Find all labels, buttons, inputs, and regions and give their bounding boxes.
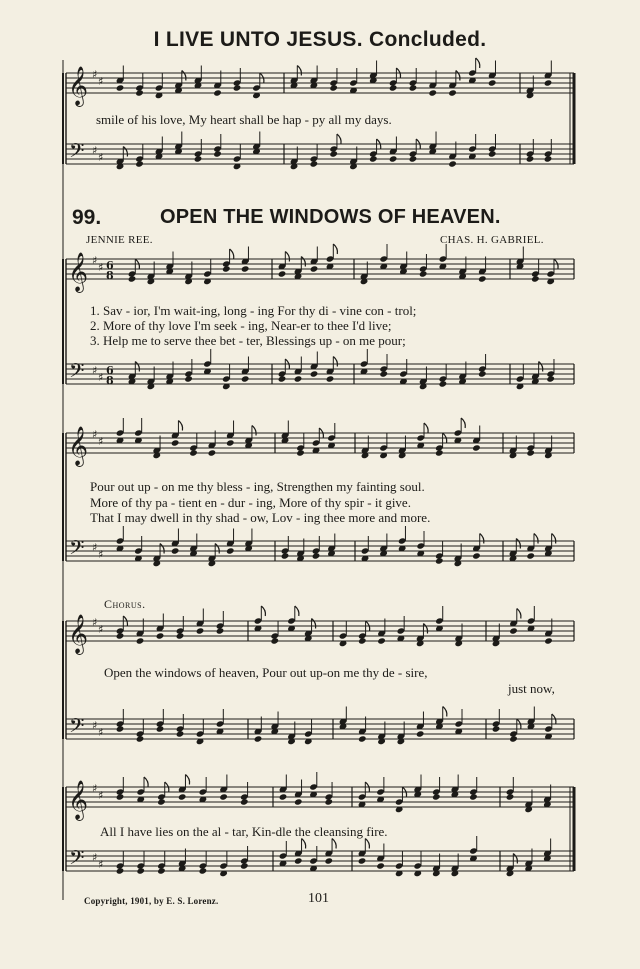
system-4-treble-flag [261, 606, 265, 616]
system-2-treble-notehead [310, 265, 319, 272]
system-1-treble-notehead [116, 84, 125, 91]
lyricist-credit: JENNIE REE. [86, 234, 153, 246]
system-1-key-sig: ♯ [92, 144, 98, 157]
system-5-bass-clef: 𝄢 [69, 846, 85, 874]
system-3-treble-notehead [208, 449, 217, 456]
system-1-bass-notehead [448, 160, 457, 167]
system-4-treble-clef: 𝄞 [68, 614, 89, 654]
system-4-bass-clef: 𝄢 [69, 714, 85, 742]
system-4-bass-notehead [416, 730, 425, 737]
system-2-treble-notehead [478, 275, 487, 282]
system-5-key-sig: ♯ [98, 789, 104, 802]
system-2-bass-notehead [294, 375, 303, 382]
system-2-bass-flag [539, 362, 543, 372]
system-2-bass-flag [135, 362, 139, 372]
system-3-key-sig: ♯ [92, 428, 98, 441]
system-5-treble-notehead [178, 793, 187, 800]
system-1-key-sig: ♯ [92, 68, 98, 81]
system-1-bass-notehead [389, 155, 398, 162]
system-3-key-sig: ♯ [98, 548, 104, 561]
system-4-treble-notehead [196, 627, 205, 634]
system-4-treble-notehead [136, 637, 145, 644]
system-5-key-sig: ♯ [92, 782, 98, 795]
system-4-key-sig: ♯ [92, 719, 98, 732]
lyric-line-s1: smile of his love, My heart shall be hap - py all my days. [96, 112, 392, 127]
system-4-treble-flag [312, 619, 316, 629]
system-2-bass-notehead [241, 375, 250, 382]
chorus-label: Chorus. [104, 597, 146, 611]
system-1-treble-flag [297, 66, 301, 76]
system-3-bass-notehead [171, 547, 180, 554]
system-2-bass-flag [333, 357, 337, 367]
system-3-bass-notehead [526, 552, 535, 559]
verse-2-line: 2. More of thy love I'm seek - ing, Near-er to thee I'd live; [90, 318, 392, 333]
system-1-treble-clef: 𝄞 [68, 66, 89, 106]
system-5-bass-notehead [376, 862, 385, 869]
system-3-bass-flag [552, 534, 556, 544]
verse-1-line: 1. Sav - ior, I'm wait-ing, long - ing For thy di - vine con - trol; [90, 303, 417, 318]
system-1-treble-notehead [544, 79, 553, 86]
system-1-treble-flag [476, 58, 480, 68]
system-3-treble-flag [252, 426, 256, 436]
system-3-bass-flag [516, 539, 520, 549]
hymn-number: 99. [72, 206, 102, 229]
system-2-key-sig: ♯ [92, 364, 98, 377]
system-1-bass-flag [337, 134, 341, 144]
verse-3-line: 3. Help me to serve thee bet - ter, Blessings up - on me pour; [90, 333, 406, 348]
system-2-key-sig: ♯ [98, 371, 104, 384]
system-5-treble-notehead [294, 798, 303, 805]
system-2-time-sig: 8 [106, 269, 114, 282]
system-1-key-sig: ♯ [98, 75, 104, 88]
system-5-treble-flag [144, 777, 148, 787]
system-2-key-sig: ♯ [92, 254, 98, 267]
verse-2-line-b: More of thy pa - tient en - dur - ing, More of thy spir - it give. [90, 495, 411, 510]
system-3-treble-notehead [226, 439, 235, 446]
system-5-key-sig: ♯ [98, 858, 104, 871]
system-4-treble-notehead [509, 627, 518, 634]
system-5-bass-notehead [324, 857, 333, 864]
system-2-treble-clef: 𝄞 [68, 252, 89, 292]
chorus-alt-lyric: just now, [508, 681, 555, 696]
system-3-treble-notehead [171, 439, 180, 446]
system-1-bass-clef: 𝄢 [69, 139, 85, 167]
system-2-bass-notehead [310, 370, 319, 377]
system-3-key-sig: ♯ [92, 541, 98, 554]
system-1-bass-flag [123, 147, 127, 157]
system-4-treble-flag [517, 609, 521, 619]
system-3-key-sig: ♯ [98, 435, 104, 448]
system-3-bass-notehead [226, 547, 235, 554]
verse-3-line-b: That I may dwell in thy shad - ow, Lov - ing thee more and more. [90, 510, 431, 525]
system-1-treble-flag [456, 71, 460, 81]
system-2-treble-flag [333, 244, 337, 254]
system-4-treble-notehead [544, 637, 553, 644]
system-3-treble-clef: 𝄞 [68, 426, 89, 466]
system-5-bass-flag [513, 854, 517, 864]
system-2-treble-notehead [278, 270, 287, 277]
system-3-treble-flag [424, 423, 428, 433]
system-4-bass-notehead [358, 735, 367, 742]
system-1-treble-notehead [488, 79, 497, 86]
system-2-time-sig: 6 [106, 259, 114, 272]
system-5-bass-flag [365, 839, 369, 849]
system-3-treble-flag [461, 418, 465, 428]
system-3-bass-flag [534, 534, 538, 544]
system-1-treble-notehead [448, 89, 457, 96]
system-5-bass-notehead [358, 857, 367, 864]
lyric-line-s5: All I have lies on the al - tar, Kin-dle the cleansing fire. [100, 824, 388, 839]
system-3-bass-flag [160, 544, 164, 554]
system-4-key-sig: ♯ [98, 623, 104, 636]
page-number: 101 [308, 891, 329, 906]
system-3-treble-notehead [472, 444, 481, 451]
system-5-bass-flag [302, 839, 306, 849]
system-2-bass-notehead [326, 375, 335, 382]
system-5-treble-clef: 𝄞 [68, 780, 89, 820]
system-1-treble-notehead [428, 89, 437, 96]
hymn-title: OPEN THE WINDOWS OF HEAVEN. [160, 206, 501, 228]
system-4-bass-notehead [254, 735, 263, 742]
system-5-treble-notehead [219, 793, 228, 800]
system-5-key-sig: ♯ [92, 851, 98, 864]
chorus-lyric-line: Open the windows of heaven, Pour out up-on me thy de - sire, [104, 665, 428, 680]
system-2-key-sig: ♯ [98, 261, 104, 274]
system-4-treble-notehead [156, 632, 165, 639]
system-3-treble-flag [178, 421, 182, 431]
system-2-treble-flag [301, 257, 305, 267]
system-2-treble-flag [285, 252, 289, 262]
system-4-key-sig: ♯ [98, 726, 104, 739]
system-5-bass-notehead [294, 857, 303, 864]
system-4-bass-flag [443, 707, 447, 717]
system-3-bass-flag [480, 534, 484, 544]
system-1-treble-notehead [213, 89, 222, 96]
system-4-treble-notehead [377, 637, 386, 644]
system-2-time-sig: 8 [106, 374, 114, 387]
system-2-treble-flag [230, 249, 234, 259]
copyright-notice: Copyright, 1901, by E. S. Lorenz. [84, 896, 219, 906]
system-3-bass-notehead [472, 552, 481, 559]
system-5-bass-flag [332, 839, 336, 849]
system-1-treble-flag [182, 71, 186, 81]
system-3-bass-clef: 𝄢 [69, 536, 85, 564]
running-title: I LIVE UNTO JESUS. Concluded. [153, 28, 487, 51]
system-4-treble-flag [295, 606, 299, 616]
system-3-bass-flag [215, 544, 219, 554]
system-2-treble-notehead [241, 265, 250, 272]
system-2-bass-clef: 𝄢 [69, 359, 85, 387]
verse-1-line-b: Pour out up - on me thy bless - ing, Strengthen my fainting soul. [90, 479, 425, 494]
system-5-treble-notehead [279, 793, 288, 800]
system-4-key-sig: ♯ [92, 616, 98, 629]
system-5-treble-flag [185, 775, 189, 785]
system-2-time-sig: 6 [106, 364, 114, 377]
composer-credit: CHAS. H. GABRIEL. [440, 234, 544, 246]
system-1-key-sig: ♯ [98, 151, 104, 164]
system-4-treble-flag [423, 624, 427, 634]
